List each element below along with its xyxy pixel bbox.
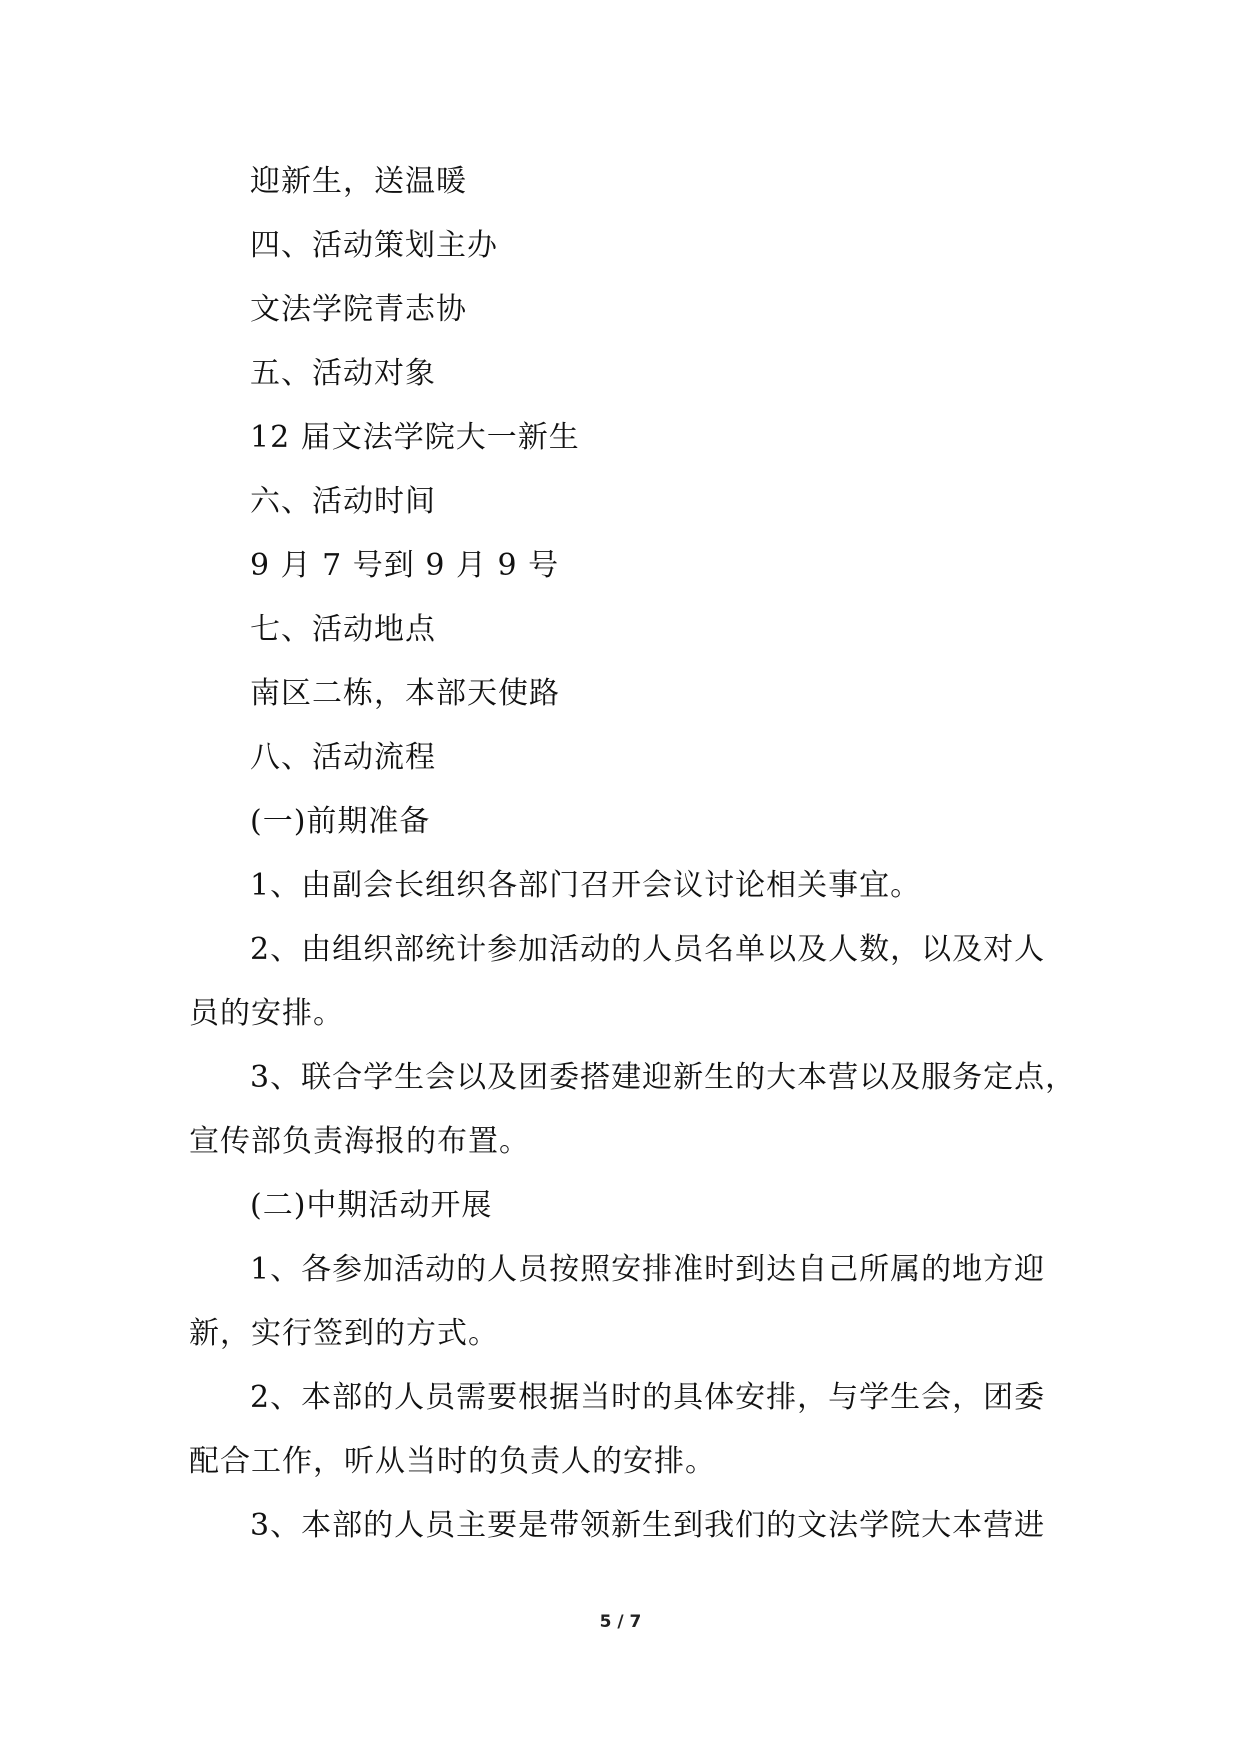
paragraph-line: 新，实行签到的方式。 <box>189 1316 499 1351</box>
paragraph-line: 配合工作，听从当时的负责人的安排。 <box>189 1444 716 1479</box>
paragraph-line: 2、本部的人员需要根据当时的具体安排，与学生会，团委 <box>250 1380 1046 1415</box>
paragraph-line: 3、本部的人员主要是带领新生到我们的文法学院大本营进 <box>250 1508 1046 1543</box>
section-heading: 六、活动时间 <box>250 484 436 519</box>
text-line: 迎新生，送温暖 <box>250 164 467 199</box>
paragraph-line: 3、联合学生会以及团委搭建迎新生的大本营以及服务定点， <box>250 1060 1077 1095</box>
text-line: 12 届文法学院大一新生 <box>250 420 580 455</box>
page-number: 5 / 7 <box>599 1612 642 1632</box>
section-heading: 七、活动地点 <box>250 612 436 647</box>
paragraph-line: 2、由组织部统计参加活动的人员名单以及人数，以及对人 <box>250 932 1046 967</box>
text-line: 南区二栋，本部天使路 <box>250 676 560 711</box>
paragraph-line: 员的安排。 <box>189 996 344 1031</box>
subsection-heading: (一)前期准备 <box>250 804 431 839</box>
subsection-heading: (二)中期活动开展 <box>250 1188 493 1223</box>
section-heading: 八、活动流程 <box>250 740 436 775</box>
section-heading: 五、活动对象 <box>250 356 436 391</box>
paragraph-line: 1、各参加活动的人员按照安排准时到达自己所属的地方迎 <box>250 1252 1046 1287</box>
paragraph-line: 宣传部负责海报的布置。 <box>189 1124 530 1159</box>
section-heading: 四、活动策划主办 <box>250 228 498 263</box>
text-line: 文法学院青志协 <box>250 292 467 327</box>
paragraph-line: 1、由副会长组织各部门召开会议讨论相关事宜。 <box>250 868 922 903</box>
text-line: 9 月 7 号到 9 月 9 号 <box>250 548 560 583</box>
